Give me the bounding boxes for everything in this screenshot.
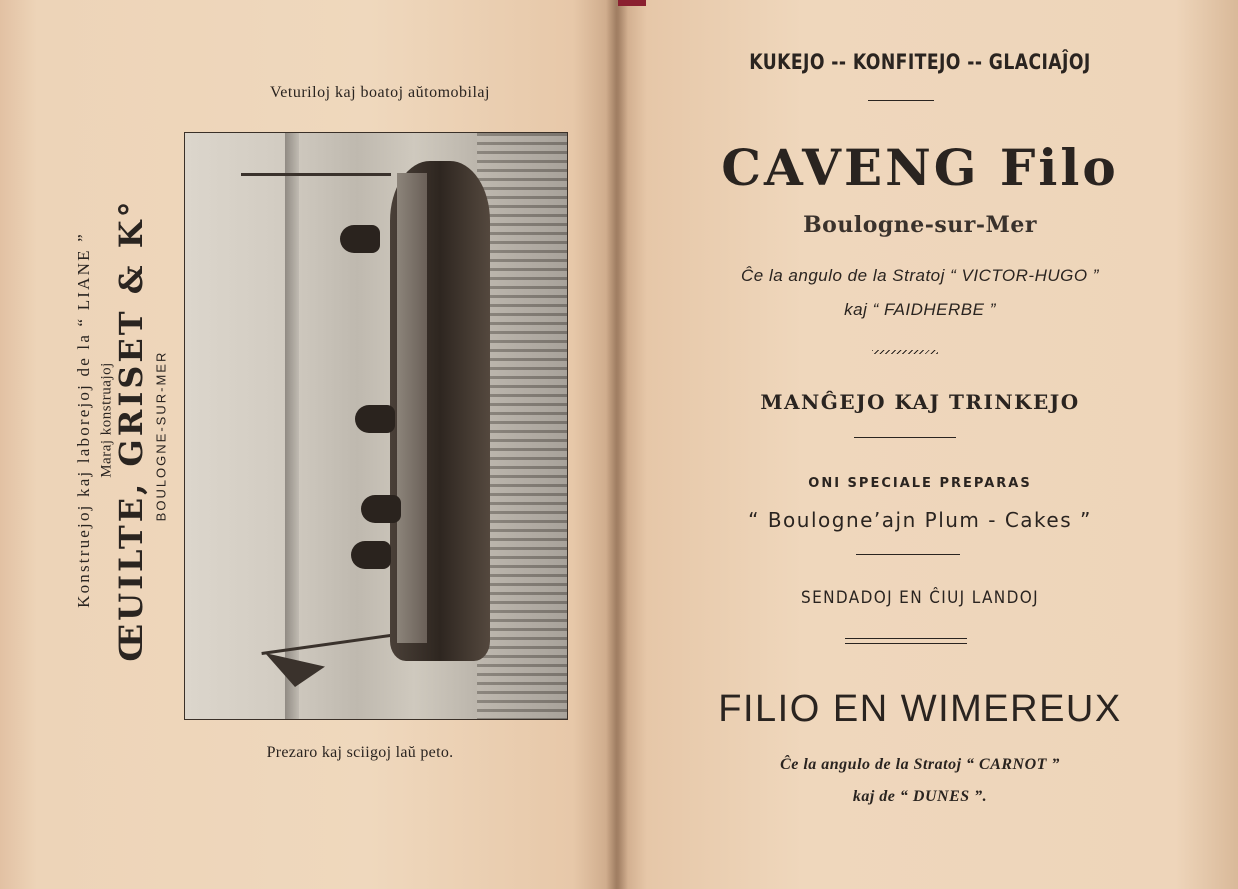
photo-pole xyxy=(241,173,391,176)
boat-photo xyxy=(184,132,568,720)
address-line2: kaj “ FAIDHERBE ” xyxy=(844,300,996,319)
divider xyxy=(856,554,960,555)
divider xyxy=(868,100,934,101)
header-line: KUKEJO -- KONFITEJO -- GLACIAĴOJ xyxy=(749,50,1091,74)
branch-address-line1: Ĉe la angulo de la Stratoj “ CARNOT ” xyxy=(780,756,1060,773)
left-page xyxy=(0,0,616,889)
photo-shore xyxy=(285,133,299,719)
special-label: ONI SPECIALE PREPARAS xyxy=(808,476,1032,491)
sidebar-city: BOULOGNE-SUR-MER xyxy=(153,350,169,522)
brand-name: CAVENG Filo xyxy=(721,138,1119,197)
photo-passenger xyxy=(355,405,395,433)
branch-title: FILIO EN WIMEREUX xyxy=(718,688,1122,730)
photo-passenger xyxy=(351,541,391,569)
photo-passenger xyxy=(340,225,380,253)
photo-caption-bottom: Prezaro kaj sciigoj laŭ peto. xyxy=(266,744,454,761)
photo-passenger xyxy=(361,495,401,523)
sidebar-company-name: ŒUILTE, GRISET & K° xyxy=(112,198,150,662)
city-name: Boulogne-sur-Mer xyxy=(803,212,1037,238)
photo-boat-deck xyxy=(397,173,427,643)
special-item: “ Boulogne’ajn Plum - Cakes ” xyxy=(748,508,1092,532)
food-line: MANĜEJO KAJ TRINKEJO xyxy=(760,390,1080,414)
photo-water xyxy=(477,133,567,719)
bookmark-ribbon xyxy=(618,0,646,6)
sidebar-line1: Konstruejoj kaj laborejoj de la “ LIANE ” xyxy=(74,232,93,608)
book-gutter xyxy=(606,0,628,889)
address-line1: Ĉe la angulo de la Stratoj “ VICTOR-HUGO ” xyxy=(741,266,1099,285)
branch-address-line2: kaj de “ DUNES ”. xyxy=(852,788,988,805)
wavy-divider xyxy=(872,350,938,354)
sidebar-line2: Maraj konstruajoj xyxy=(98,362,115,478)
double-divider xyxy=(845,638,967,644)
photo-pole-stern xyxy=(261,634,390,655)
photo-caption-top: Veturiloj kaj boatoj aŭtomobilaj xyxy=(270,84,490,101)
shipping-line: SENDADOJ EN ĈIUJ LANDOJ xyxy=(801,588,1039,608)
divider xyxy=(854,437,956,438)
